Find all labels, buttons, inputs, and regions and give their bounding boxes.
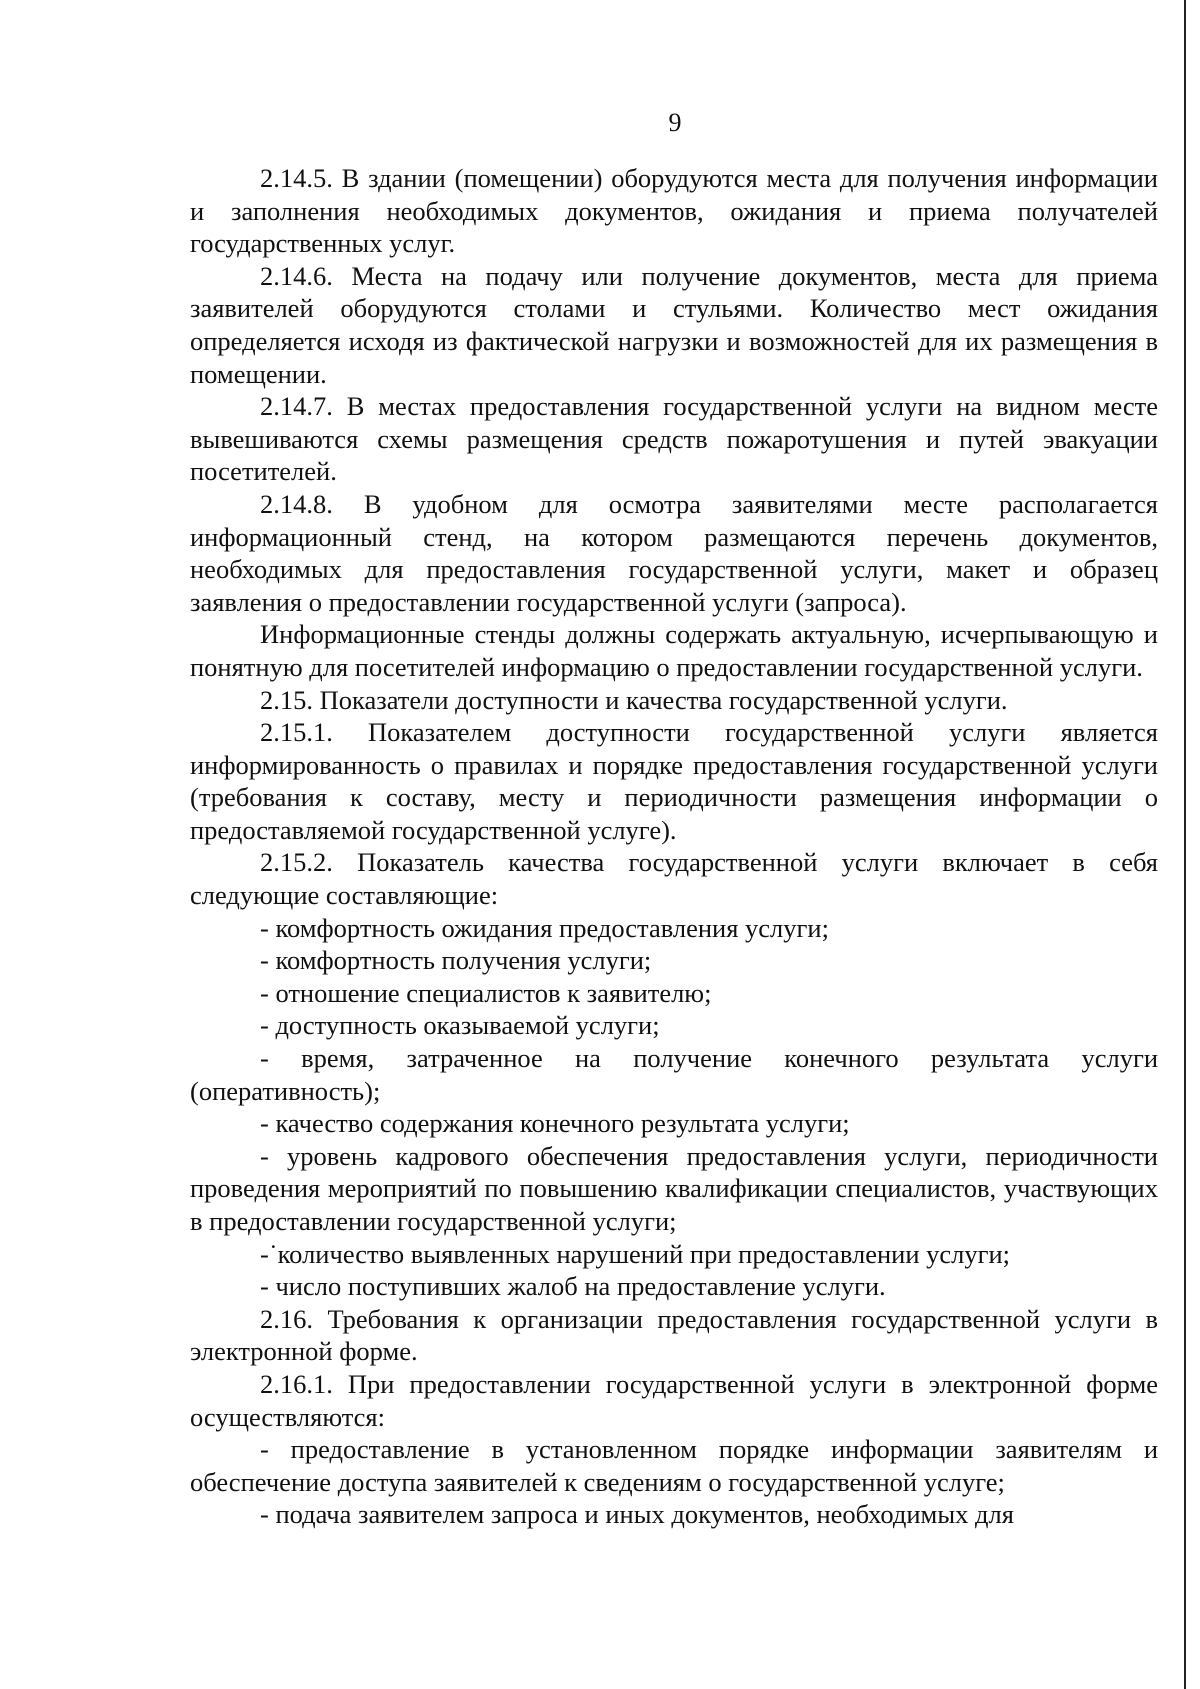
list-item: - качество содержания конечного результата услуги; (260, 1108, 850, 1139)
paragraph-2-14-8: 2.14.8. В удобном для осмотра заявителями месте располагается информационный стенд, на котором размещаются перечень документов, необходимых для предоставления государственной услуги, макет и образец заявления о предоставлении государственной услуги (запроса). (190, 488, 1158, 617)
paragraph-2-16-1: 2.16.1. При предоставлении государственной услуги в электронной форме осуществляются: (190, 1368, 1158, 1432)
list-item: - доступность оказываемой услуги; (260, 1010, 660, 1041)
list-item: -˙количество выявленных нарушений при предоставлении услуги; (260, 1238, 1011, 1269)
list-item: - предоставление в установленном порядке информации заявителям и обеспечение доступа заявителей к сведениям о государственной услуге; (190, 1434, 1158, 1497)
document-body (190, 162, 1158, 1531)
paragraph-info-stands: Информационные стенды должны содержать актуальную, исчерпывающую и понятную для посетителей информацию о предоставлении государственной услуги. (190, 619, 1158, 682)
list-item: - число поступивших жалоб на предоставление услуги. (260, 1271, 886, 1302)
paragraph-2-15-2: 2.15.2. Показатель качества государственной услуги включает в себя следующие составляющие: (190, 847, 1158, 911)
scan-edge-line (1184, 0, 1186, 1689)
paragraph-2-15: 2.15. Показатели доступности и качества государственной услуги. (260, 684, 1008, 715)
list-item: - время, затраченное на получение конечного результата услуги (оперативность); (190, 1043, 1158, 1106)
paragraph-2-15-1: 2.15.1. Показателем доступности государственной услуги является информированность о правилах и порядке предоставления государственной услуги (требования к составу, месту и периодичности размещения информации о предоставляемой государственной услуге). (190, 717, 1158, 845)
page-number: 9 (668, 108, 682, 137)
list-item: - подача заявителем запроса и иных документов, необходимых для (260, 1499, 1014, 1530)
paragraph-2-14-7: 2.14.7. В местах предоставления государственной услуги на видном месте вывешиваются схемы размещения средств пожаротушения и путей эвакуации посетителей. (190, 391, 1158, 487)
paragraph-2-16: 2.16. Требования к организации предоставления государственной услуги в электронной форме. (190, 1303, 1158, 1367)
paragraph-2-14-5: 2.14.5. В здании (помещении) оборудуются места для получения информации и заполнения необходимых документов, ожидания и приема получателей государственных услуг. (190, 163, 1158, 259)
list-item: - комфортность получения услуги; (260, 945, 652, 976)
paragraph-2-14-6: 2.14.6. Места на подачу или получение документов, места для приема заявителей оборудуются столами и стульями. Количество мест ожидания определяется исходя из фактической нагрузки и возможностей для их размещения в помещении. (190, 260, 1158, 389)
list-item: - отношение специалистов к заявителю; (260, 977, 712, 1008)
list-item: - комфортность ожидания предоставления услуги; (260, 912, 829, 943)
list-item: - уровень кадрового обеспечения предоставления услуги, периодичности проведения мероприятий по повышению квалификации специалистов, участвующих в предоставлении государственной услуги; (190, 1140, 1158, 1236)
